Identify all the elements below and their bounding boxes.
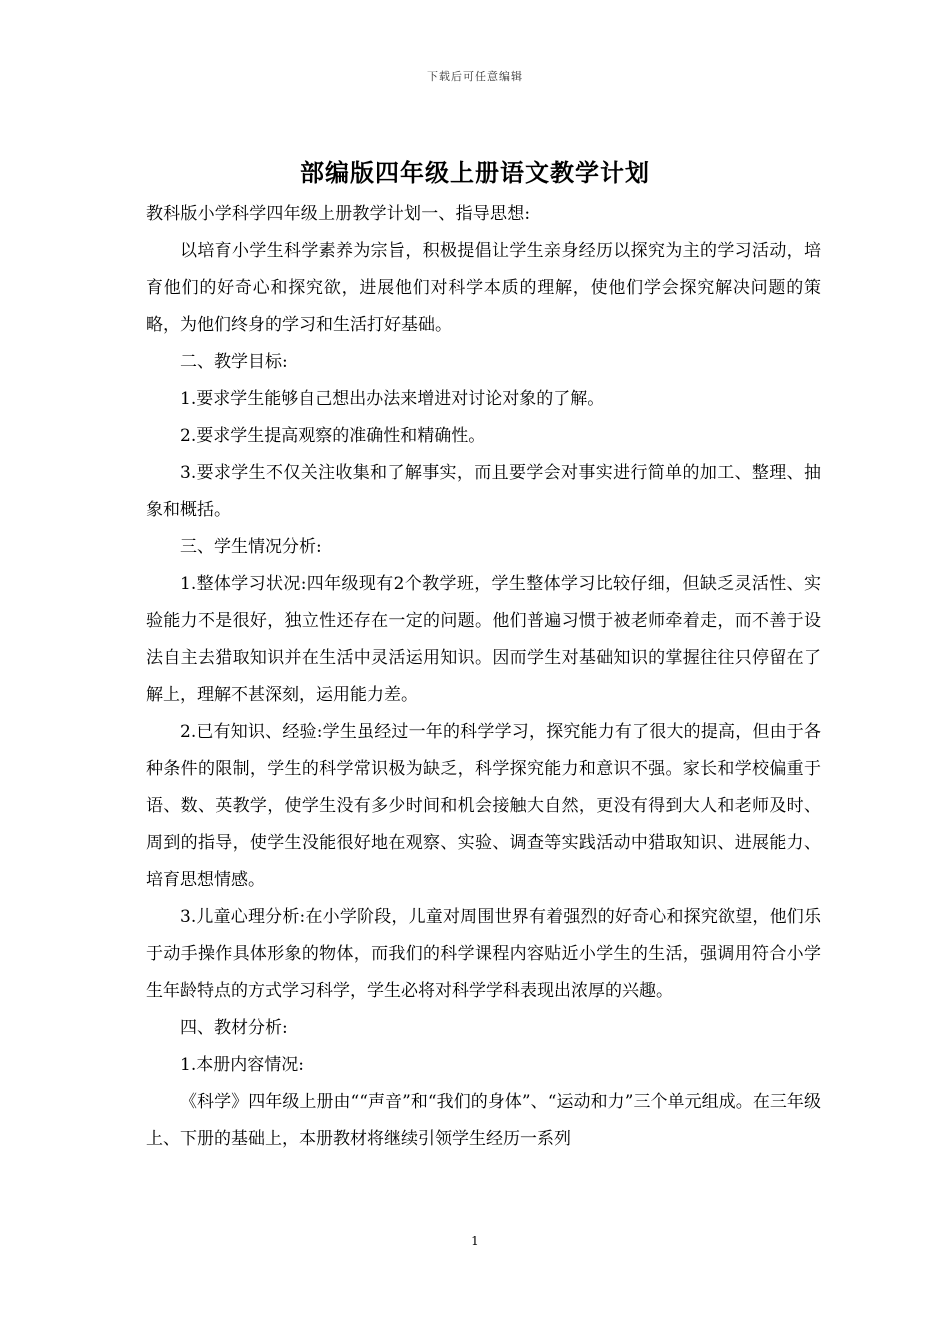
page-number: 1 (471, 1234, 479, 1248)
paragraph-intro: 教科版小学科学四年级上册教学计划一、指导思想: (146, 204, 531, 224)
paragraph-materials-1: 1.本册内容情况: (180, 1055, 304, 1075)
section-heading-students: 三、学生情况分析: (180, 537, 322, 557)
paragraph-students-2: 2.已有知识、经验:学生虽经过一年的科学学习，探究能力有了很大的提高，但由于各种条件的限制，学生的科学常识极为缺乏，科学探究能力和意识不强。家长和学校偏重于语、数、英教学，使学生没有多少时间和机会接触大自然，更没有得到大人和老师及时、周到的指导，使学生没能很好地在观察、实验、调查等实践活动中猎取知识、进展能力、培育思想情感。 (146, 722, 821, 890)
document-title: 部编版四年级上册语文教学计划 (300, 158, 650, 187)
paragraph-goal-2: 2.要求学生提高观察的准确性和精确性。 (180, 426, 486, 446)
section-heading-materials: 四、教材分析: (180, 1018, 288, 1038)
paragraph-students-1: 1.整体学习状况:四年级现有2个教学班，学生整体学习比较仔细，但缺乏灵活性、实验能力不是很好，独立性还存在一定的问题。他们普遍习惯于被老师牵着走，而不善于设法自主去猎取知识并在生活中灵活运用知识。因而学生对基础知识的掌握往往只停留在了解上，理解不甚深刻，运用能力差。 (146, 574, 821, 705)
paragraph-guiding-idea: 以培育小学生科学素养为宗旨，积极提倡让学生亲身经历以探究为主的学习活动，培育他们的好奇心和探究欲，进展他们对科学本质的理解，使他们学会探究解决问题的策略，为他们终身的学习和生活打好基础。 (146, 241, 821, 335)
header-note: 下载后可任意编辑 (427, 70, 523, 83)
paragraph-goal-3: 3.要求学生不仅关注收集和了解事实，而且要学会对事实进行简单的加工、整理、抽象和概括。 (146, 463, 821, 520)
paragraph-materials-content: 《科学》四年级上册由““声音”和“我们的身体”、“运动和力”三个单元组成。在三年级上、下册的基础上，本册教材将继续引领学生经历一系列 (146, 1092, 821, 1149)
paragraph-goal-1: 1.要求学生能够自己想出办法来增进对讨论对象的了解。 (180, 389, 605, 409)
paragraph-students-3: 3.儿童心理分析:在小学阶段，儿童对周围世界有着强烈的好奇心和探究欲望，他们乐于动手操作具体形象的物体，而我们的科学课程内容贴近小学生的生活，强调用符合小学生年龄特点的方式学习科学，学生必将对科学学科表现出浓厚的兴趣。 (146, 907, 821, 1001)
section-heading-goals: 二、教学目标: (180, 352, 288, 372)
document-body (146, 196, 821, 1158)
